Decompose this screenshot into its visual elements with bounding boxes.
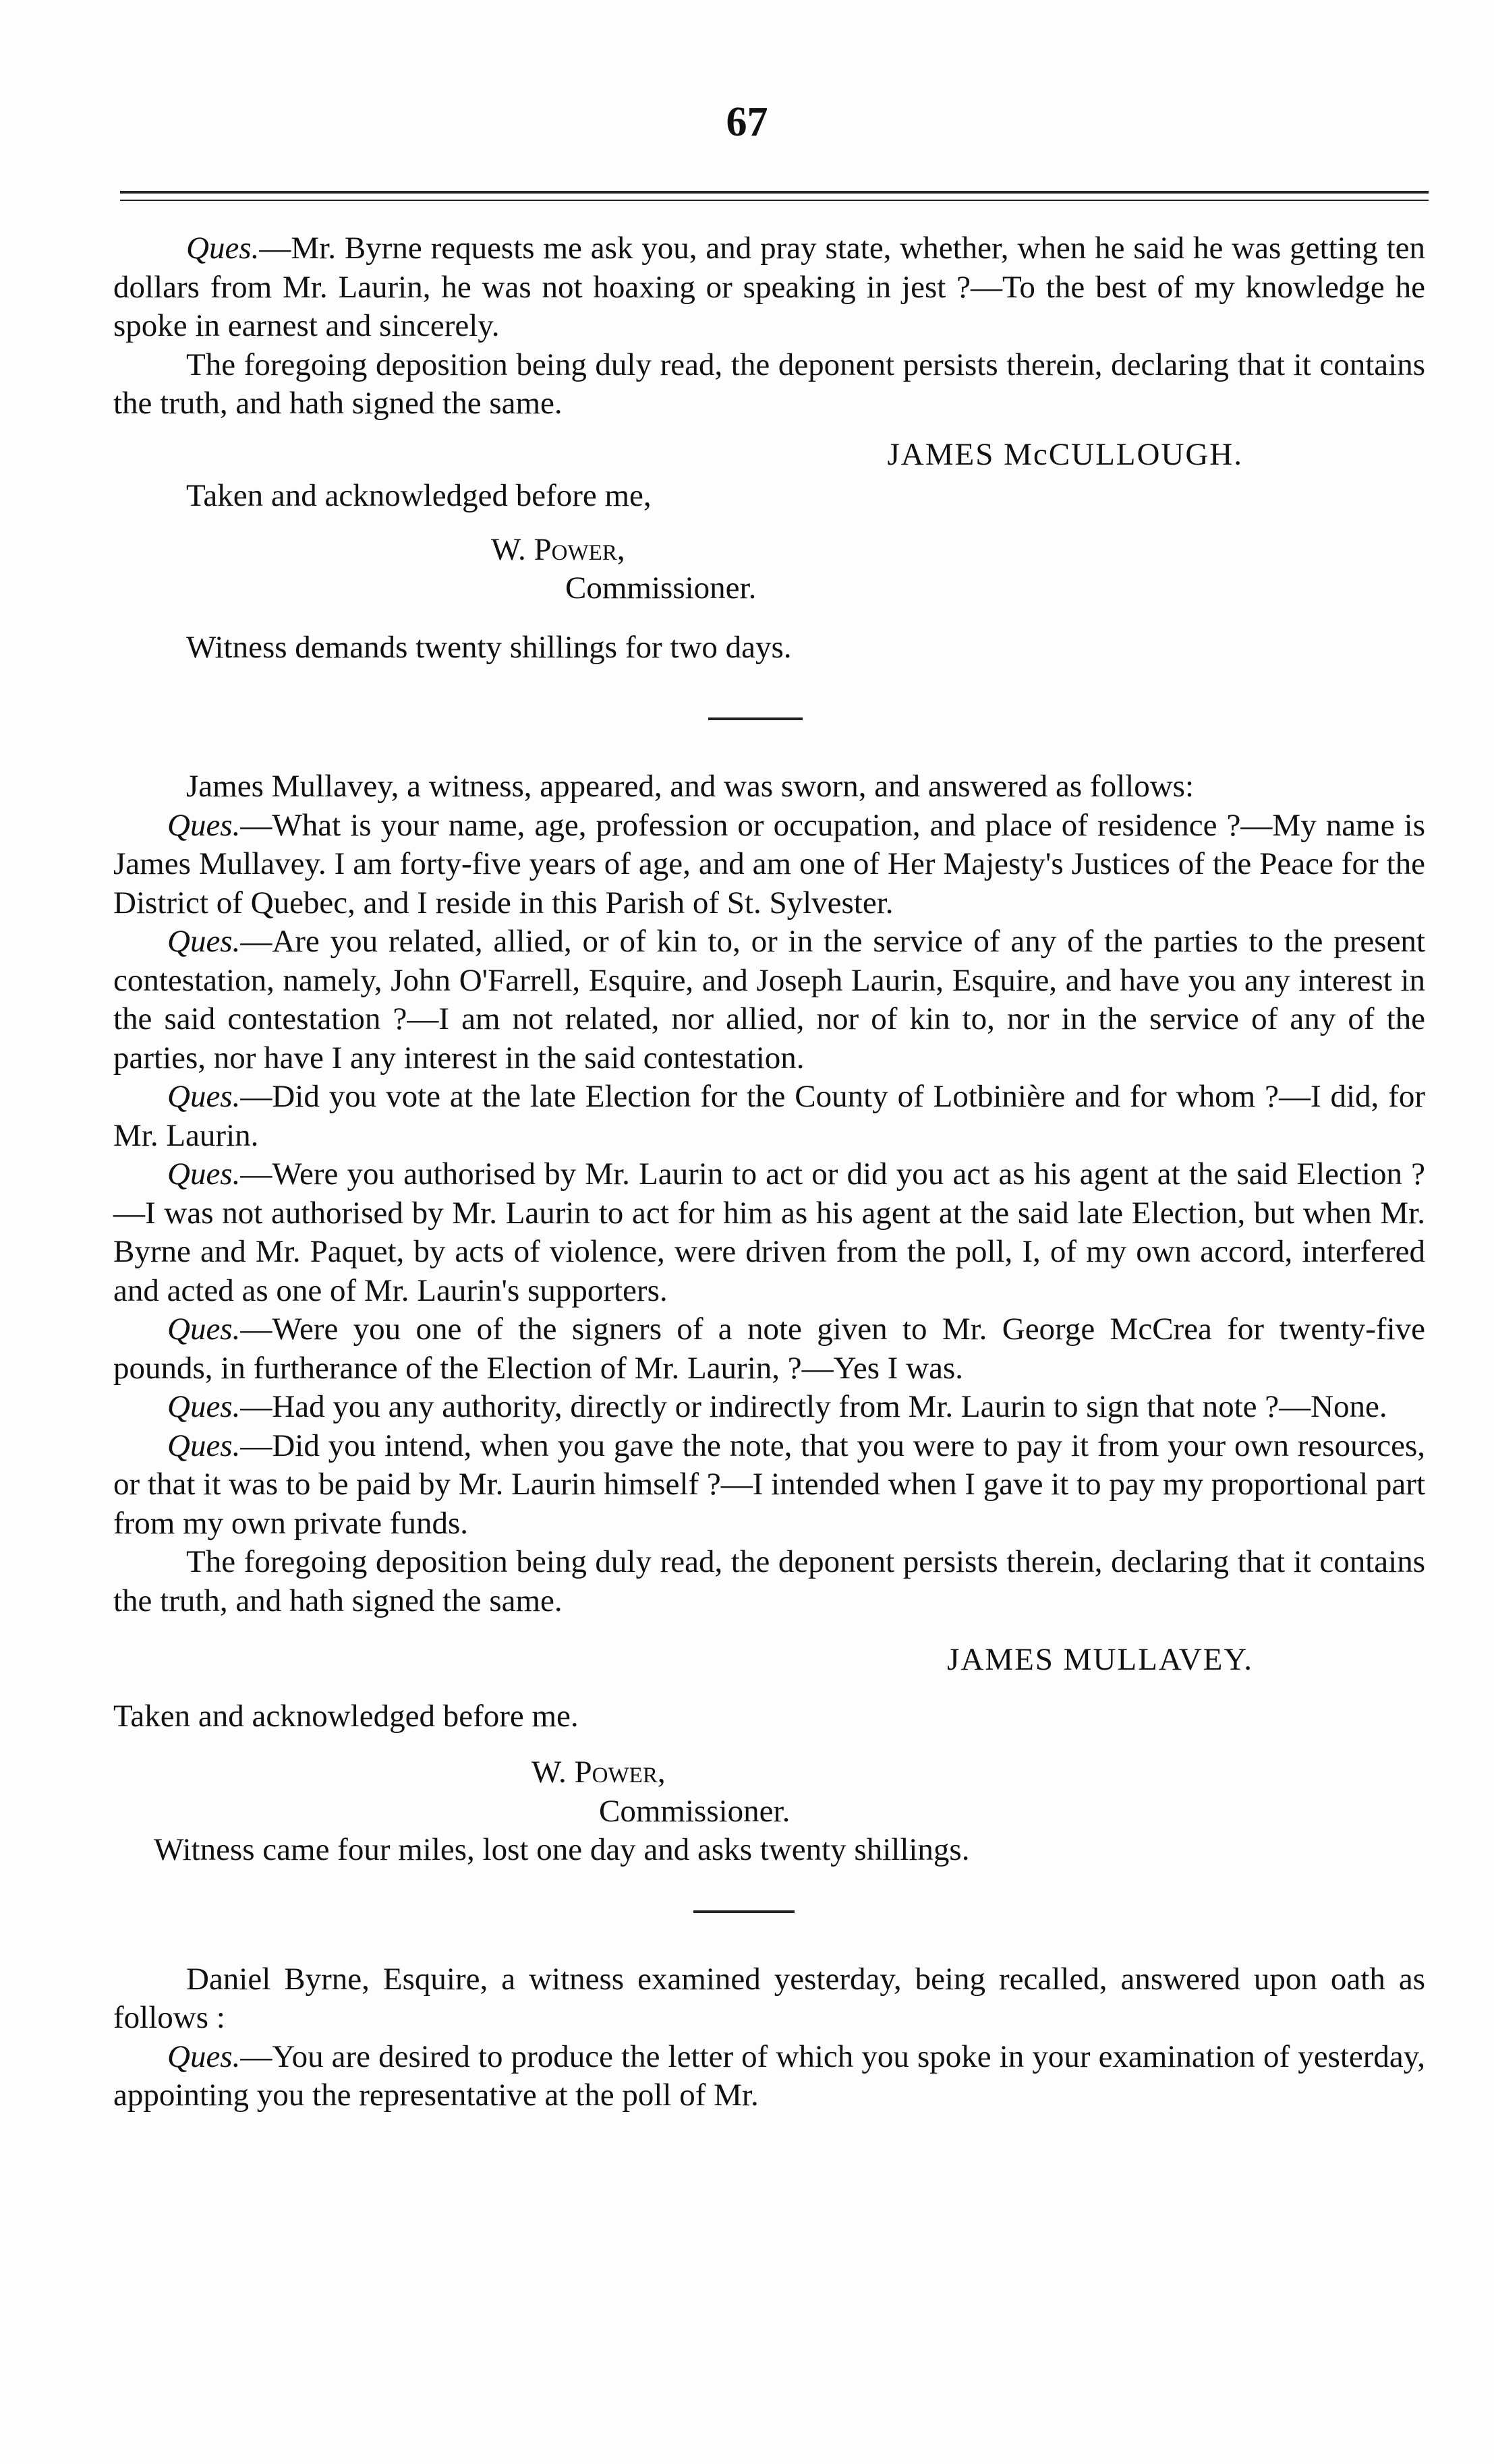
witness-fee: Witness came four miles, lost one day and asks twenty shillings. xyxy=(154,1832,970,1867)
question-paragraph xyxy=(113,1078,1425,1155)
question-paragraph xyxy=(113,1310,1425,1388)
commissioner-title: Commissioner. xyxy=(565,570,757,606)
commissioner-name xyxy=(113,531,1425,570)
deposition-closing: The foregoing deposition being duly read, the deponent persists therein, declaring that it contains the truth, and hath signed the same. xyxy=(113,1544,1425,1618)
commissioner-name xyxy=(113,1753,1425,1792)
question-label: Ques. xyxy=(167,1428,241,1463)
question-label: Ques. xyxy=(167,1312,241,1347)
signature: JAMES McCULLOUGH. xyxy=(887,436,1243,472)
question-text: —Did you vote at the late Election for the County of Lotbinière and for whom ?—I did, for Mr. Laurin. xyxy=(113,1079,1425,1153)
question-text: —Were you one of the signers of a note given to Mr. George McCrea for twenty-five pounds, in furtherance of the Election of Mr. Laurin, ?—Yes I was. xyxy=(113,1312,1425,1386)
witness-fee: Witness demands twenty shillings for two days. xyxy=(186,629,792,665)
acknowledgement: Taken and acknowledged before me. xyxy=(113,1698,579,1734)
question-paragraph xyxy=(113,1388,1425,1427)
question-label: Ques. xyxy=(167,1079,241,1114)
question-text: —Had you any authority, directly or indirectly from Mr. Laurin to sign that note ?—None. xyxy=(240,1389,1387,1424)
question-text: —Are you related, allied, or of kin to, or in the service of any of the parties to the present contestation, namely, John O'Farrell, Esquire, and Joseph Laurin, Esquire, and have you any interest in the said contestation ?—I am not related, nor allied, nor of kin to, nor in the service of any of the parties, nor have I any interest in the said contestation. xyxy=(113,924,1425,1076)
question-label: Ques. xyxy=(167,1156,241,1192)
commissioner-name-text: W. Power, xyxy=(531,1755,666,1790)
witness-intro: James Mullavey, a witness, appeared, and was sworn, and answered as follows: xyxy=(186,769,1195,804)
header-rule-thin xyxy=(120,200,1429,201)
question-paragraph xyxy=(113,2038,1425,2115)
deposition-closing: The foregoing deposition being duly read, the deponent persists therein, declaring that it contains the truth, and hath signed the same. xyxy=(113,347,1425,421)
question-text: —You are desired to produce the letter of which you spoke in your examination of yesterday, appointing you the representative at the poll of Mr. xyxy=(113,2038,1425,2113)
question-label: Ques. xyxy=(167,1389,241,1424)
question-label: Ques. xyxy=(167,924,241,959)
witness-intro: Daniel Byrne, Esquire, a witness examined yesterday, being recalled, answered upon oath as follows : xyxy=(113,1961,1425,2035)
question-paragraph xyxy=(113,922,1425,1078)
commissioner-name-text: W. Power, xyxy=(491,531,625,567)
question-label: Ques. xyxy=(167,807,241,843)
question-paragraph xyxy=(113,1155,1425,1310)
question-paragraph xyxy=(113,806,1425,923)
page-body xyxy=(113,229,1425,2115)
section-divider xyxy=(693,1910,795,1913)
header-rule xyxy=(120,191,1429,194)
signature: JAMES MULLAVEY. xyxy=(947,1642,1253,1677)
question-text: —What is your name, age, profession or occupation, and place of residence ?—My name is James Mullavey. I am forty-five years of age, and am one of Her Majesty's Justices of the Peace for the District of Quebec, and I reside in this Parish of St. Sylvester. xyxy=(113,807,1425,920)
section-divider xyxy=(708,717,803,720)
page-number: 67 xyxy=(726,99,768,145)
commissioner-title: Commissioner. xyxy=(599,1793,791,1829)
question-label: Ques. xyxy=(167,2038,241,2074)
question-text: —Did you intend, when you gave the note, that you were to pay it from your own resources, or that it was to be paid by Mr. Laurin himself ?—I intended when I gave it to pay my proportional part from my own private funds. xyxy=(113,1428,1425,1541)
question-text: —Were you authorised by Mr. Laurin to act or did you act as his agent at the said Election ?—I was not authorised by Mr. Laurin to act for him as his agent at the said late Election, but when Mr. Byrne and Mr. Paquet, by acts of violence, were driven from the poll, I, of my own accord, interfered and acted as one of Mr. Laurin's supporters. xyxy=(113,1156,1425,1308)
question-paragraph xyxy=(113,229,1425,346)
question-paragraph xyxy=(113,1427,1425,1544)
question-label: Ques. xyxy=(186,231,260,266)
question-text: —Mr. Byrne requests me ask you, and pray state, whether, when he said he was getting ten dollars from Mr. Laurin, he was not hoaxing or speaking in jest ?—To the best of my knowledge he spoke in earnest and sincerely. xyxy=(113,231,1425,343)
acknowledgement: Taken and acknowledged before me, xyxy=(186,478,652,513)
